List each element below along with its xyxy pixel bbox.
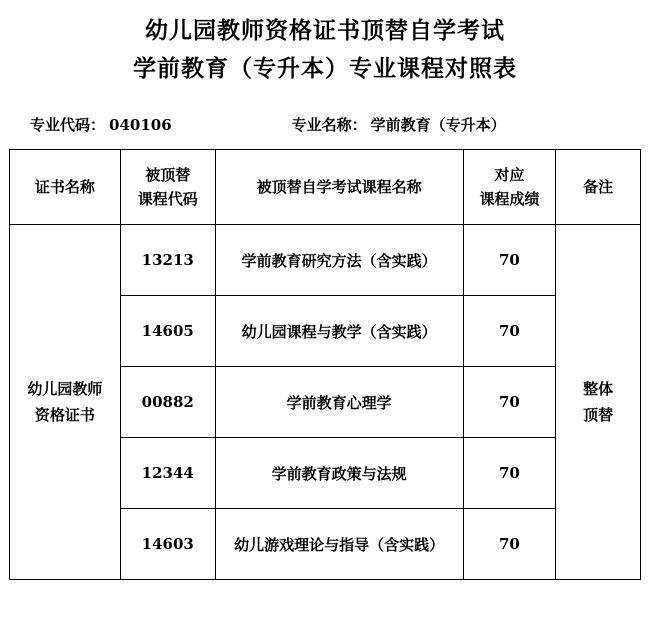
certificate-name-line2: 资格证书 — [34, 406, 95, 424]
certificate-name-line1: 幼儿园教师 — [27, 380, 103, 398]
header-course-name: 被顶替自学考试课程名称 — [215, 150, 463, 225]
cell-course-code: 00882 — [120, 367, 215, 438]
major-code-block — [30, 114, 172, 135]
header-replaced-course-code-line1: 被顶替 — [145, 166, 191, 184]
course-comparison-table — [9, 149, 641, 580]
document-meta — [0, 114, 650, 135]
header-replaced-course-code — [120, 150, 215, 225]
page-subtitle: 学前教育（专升本）专业课程对照表 — [133, 55, 517, 82]
cell-course-score: 70 — [463, 225, 556, 296]
cell-course-code: 14603 — [120, 509, 215, 580]
header-certificate-name: 证书名称 — [10, 150, 121, 225]
header-course-score-line2: 课程成绩 — [479, 190, 540, 208]
cell-course-score: 70 — [463, 438, 556, 509]
major-name-value: 学前教育（专升本） — [370, 116, 506, 134]
cell-course-score: 70 — [463, 367, 556, 438]
header-replaced-course-code-line2: 课程代码 — [137, 190, 198, 208]
cell-course-name: 学前教育研究方法（含实践） — [215, 225, 463, 296]
major-name-block — [292, 114, 506, 135]
cell-course-score: 70 — [463, 509, 556, 580]
table-header-row — [10, 150, 641, 225]
major-name-label: 专业名称： — [291, 116, 367, 134]
cell-remark — [556, 225, 641, 580]
table-row — [10, 225, 641, 296]
cell-certificate-name — [10, 225, 121, 580]
cell-course-code: 13213 — [120, 225, 215, 296]
header-course-score-line1: 对应 — [494, 166, 525, 184]
cell-course-score: 70 — [463, 296, 556, 367]
remark-line1: 整体 — [583, 380, 614, 398]
header-remark: 备注 — [556, 150, 641, 225]
major-code-label: 专业代码： — [30, 116, 106, 134]
header-course-score — [463, 150, 556, 225]
page-title: 幼儿园教师资格证书顶替自学考试 — [145, 17, 505, 44]
cell-course-code: 14605 — [120, 296, 215, 367]
cell-course-name: 幼儿游戏理论与指导（含实践） — [215, 509, 463, 580]
cell-course-name: 学前教育政策与法规 — [215, 438, 463, 509]
remark-line2: 顶替 — [583, 406, 614, 424]
top-strip — [0, 0, 650, 6]
cell-course-name: 幼儿园课程与教学（含实践） — [215, 296, 463, 367]
cell-course-name: 学前教育心理学 — [215, 367, 463, 438]
cell-course-code: 12344 — [120, 438, 215, 509]
major-code-value: 040106 — [109, 116, 172, 134]
